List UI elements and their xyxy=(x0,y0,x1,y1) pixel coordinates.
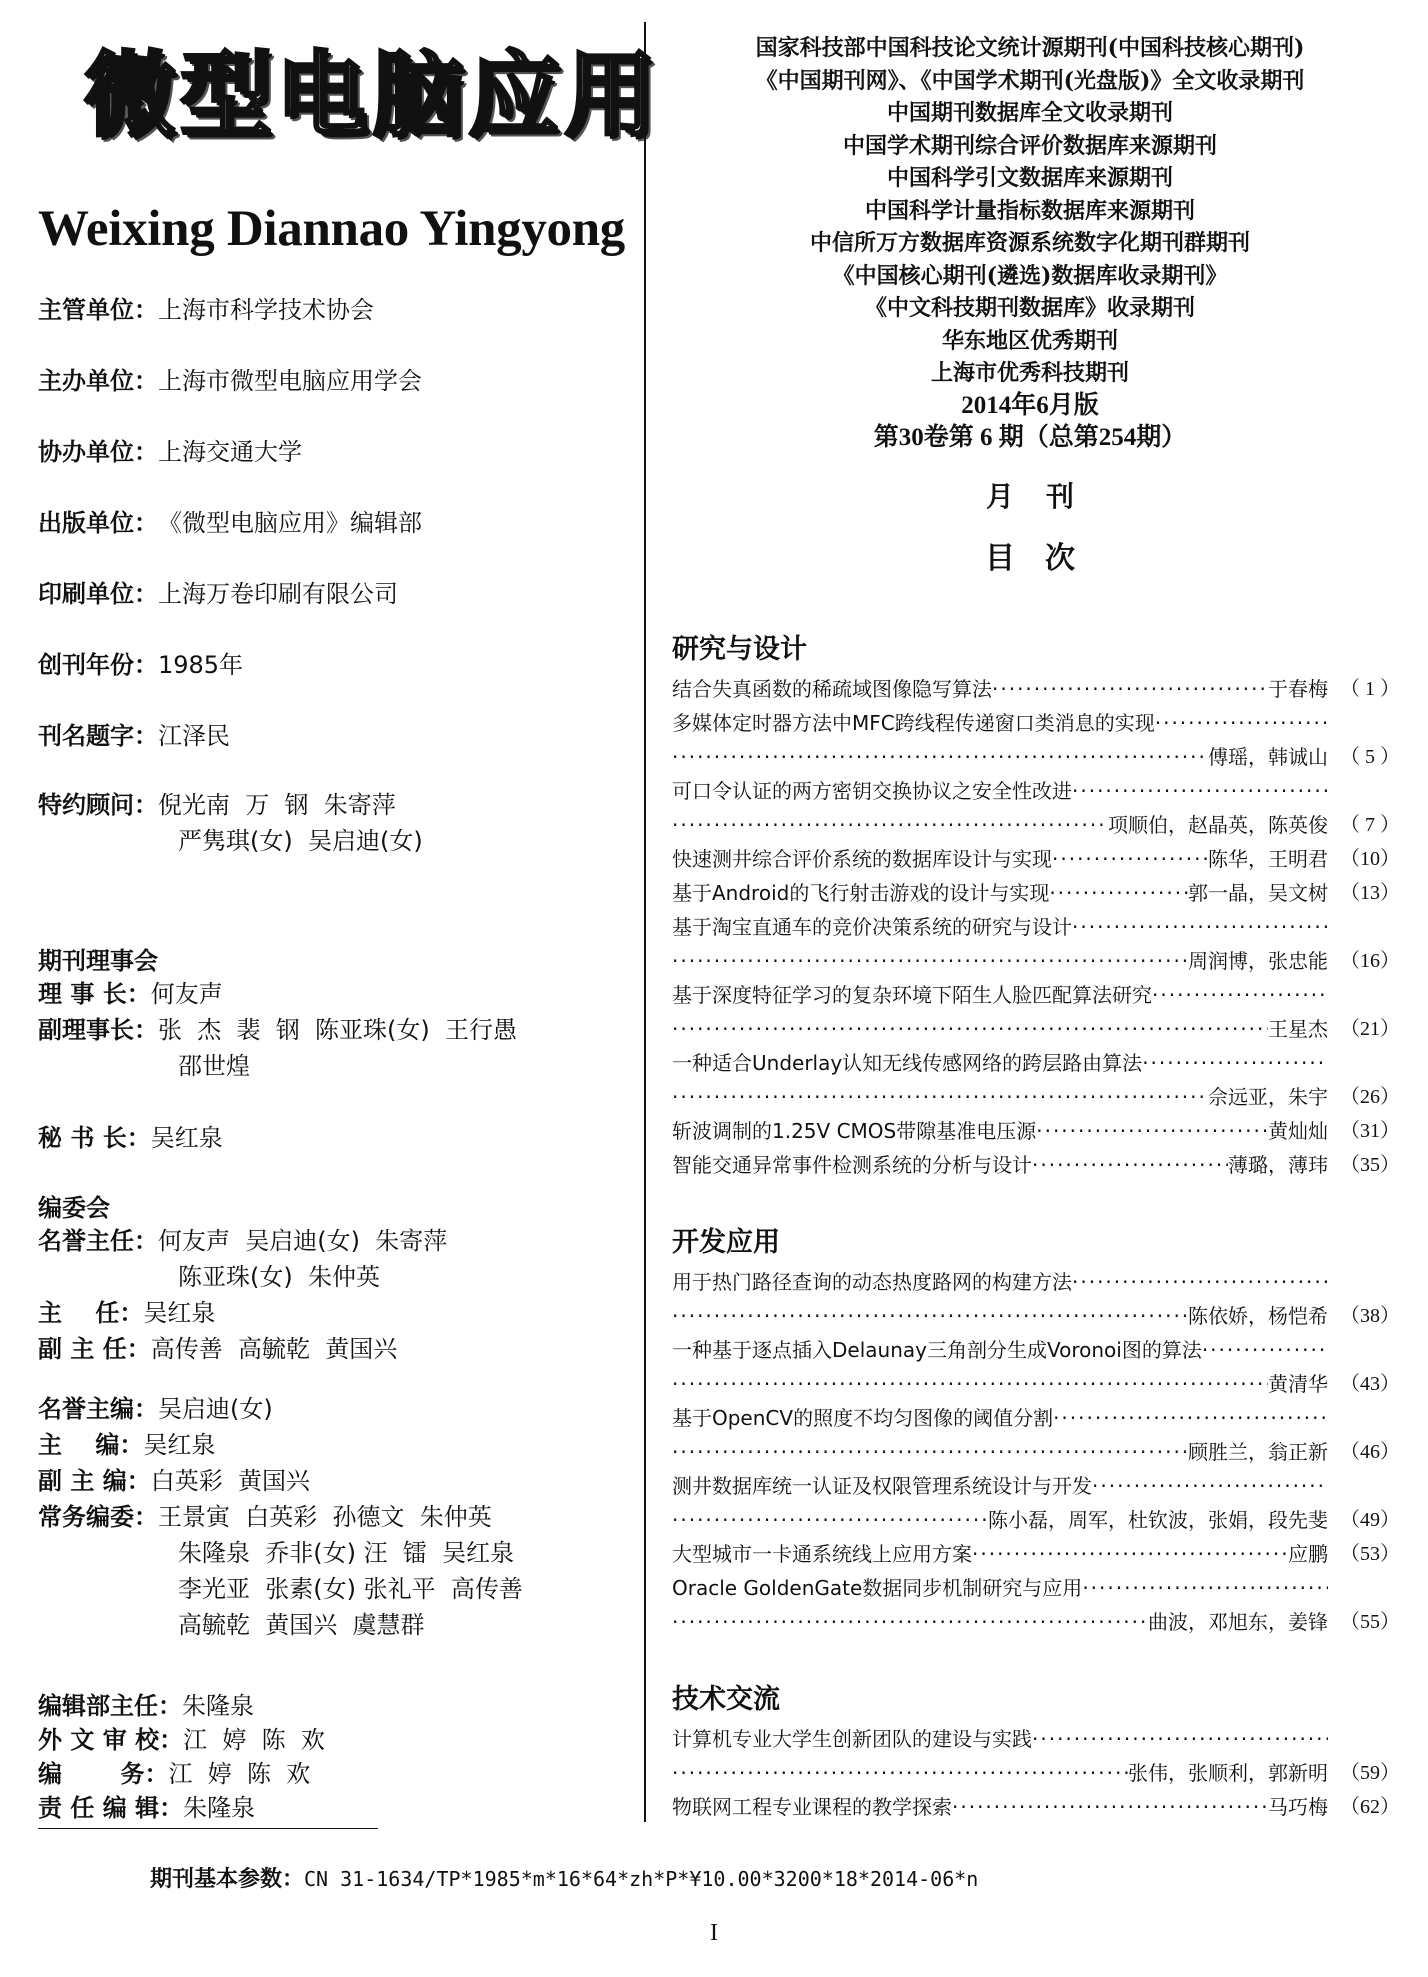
article-page: （21） xyxy=(1340,1017,1400,1040)
article-page: （59） xyxy=(1340,1761,1400,1784)
leader-dots xyxy=(672,1605,1148,1639)
article-page: （16） xyxy=(1340,949,1400,972)
leader-dots xyxy=(1052,842,1208,876)
article-authors: 陈依娇，杨恺希 xyxy=(1188,1303,1328,1328)
article-title: 基于OpenCV的照度不均匀图像的阈值分割 xyxy=(672,1405,1054,1430)
toc-entry[interactable] xyxy=(660,1401,1400,1469)
article-title: 智能交通异常事件检测系统的分析与设计 xyxy=(672,1152,1032,1177)
article-page: （46） xyxy=(1340,1440,1400,1463)
article-title: 一种适合Underlay认知无线传感网络的跨层路由算法 xyxy=(672,1050,1143,1075)
parameters-value: CN 31-1634/TP*1985*m*16*64*zh*P*¥10.00*3200*18*2014-06*n xyxy=(304,1867,979,1891)
article-authors: 佘远亚，朱宇 xyxy=(1208,1084,1328,1109)
article-title: 计算机专业大学生创新团队的建设与实践 xyxy=(672,1726,1032,1751)
article-title: 基于Android的飞行射击游戏的设计与实现 xyxy=(672,880,1050,905)
leader-dots xyxy=(672,1012,1268,1046)
article-authors: 项顺伯，赵晶英，陈英俊 xyxy=(1108,812,1328,837)
toc-entry[interactable] xyxy=(660,910,1400,978)
section-title: 研究与设计 xyxy=(672,633,807,665)
article-page: （35） xyxy=(1340,1153,1400,1176)
article-authors: 陈小磊，周军，杜钦波，张娟，段先斐 xyxy=(988,1507,1328,1532)
article-authors: 曲波，邓旭东，姜锋 xyxy=(1148,1609,1328,1634)
info-row-publisher: 出版单位： 《微型电脑应用》编辑部 xyxy=(38,509,422,537)
toc-entry[interactable] xyxy=(660,1790,1400,1824)
leader-dots xyxy=(1152,978,1328,1012)
publisher-info xyxy=(38,290,638,787)
toc-entry[interactable] xyxy=(660,842,1400,876)
article-title: Oracle GoldenGate数据同步机制研究与应用 xyxy=(672,1575,1083,1600)
article-authors: 黄清华 xyxy=(1268,1371,1328,1396)
indexing-line: 华东地区优秀期刊 xyxy=(941,327,1118,354)
leader-dots xyxy=(1082,1571,1328,1605)
info-row-printer: 印刷单位： 上海万卷印刷有限公司 xyxy=(38,580,398,608)
section-title: 技术交流 xyxy=(672,1683,780,1715)
journal-parameters xyxy=(150,1862,978,1893)
leader-dots xyxy=(672,1435,1188,1469)
toc-entry[interactable] xyxy=(660,1114,1400,1148)
article-title: 基于深度特征学习的复杂环境下陌生人脸匹配算法研究 xyxy=(672,982,1152,1007)
article-page: （55） xyxy=(1340,1610,1400,1633)
info-row-founded: 创刊年份： 1985年 xyxy=(38,651,244,679)
leader-dots xyxy=(1092,1469,1328,1503)
article-page: （53） xyxy=(1340,1542,1400,1565)
indexing-line: 中信所万方数据库资源系统数字化期刊群期刊 xyxy=(809,230,1250,256)
toc-entry[interactable] xyxy=(660,1333,1400,1401)
leader-dots xyxy=(1032,1148,1228,1182)
toc-entry[interactable] xyxy=(660,1571,1400,1639)
leader-dots xyxy=(672,1503,988,1537)
indexing-line: 《中国期刊网》、《中国学术期刊(光盘版)》全文收录期刊 xyxy=(755,67,1305,94)
leader-dots xyxy=(1049,876,1188,910)
article-page: （49） xyxy=(1340,1508,1400,1531)
indexing-line: 中国科学引文数据库来源期刊 xyxy=(886,165,1173,191)
article-page: （31） xyxy=(1340,1119,1400,1142)
article-title: 基于淘宝直通车的竞价决策系统的研究与设计 xyxy=(672,914,1072,939)
indexing-line: 国家科技部中国科技论文统计源期刊(中国科技核心期刊) xyxy=(755,35,1305,61)
special-advisors: 特约顾问： 倪光南 万 钢 朱寄萍 严隽琪(女) 吴启迪(女) xyxy=(38,791,423,855)
article-authors: 马巧梅 xyxy=(1268,1794,1328,1819)
leader-dots xyxy=(1072,1265,1328,1299)
article-authors: 黄灿灿 xyxy=(1268,1118,1328,1143)
table-of-contents xyxy=(660,627,1400,1824)
article-authors: 傅瑶，韩诚山 xyxy=(1208,744,1328,769)
leader-dots xyxy=(672,1756,1128,1790)
indexing-line: 《中国核心期刊(遴选)数据库收录期刊》 xyxy=(832,262,1228,289)
article-page: （ 5 ） xyxy=(1340,745,1400,768)
page-number: I xyxy=(710,1920,718,1946)
indexing-line: 中国学术期刊综合评价数据库来源期刊 xyxy=(842,132,1217,159)
toc-entry[interactable] xyxy=(660,706,1400,774)
article-authors: 郭一晶，吴文树 xyxy=(1188,880,1328,905)
article-page: （43） xyxy=(1340,1372,1400,1395)
article-title: 快速测井综合评价系统的数据库设计与实现 xyxy=(672,846,1052,871)
leader-dots xyxy=(1053,1401,1328,1435)
article-page: （10） xyxy=(1340,847,1400,870)
info-row-supervisor: 主管单位： 上海市科学技术协会 xyxy=(38,296,374,324)
indexing-line: 中国期刊数据库全文收录期刊 xyxy=(886,100,1173,126)
editorial-office: 编辑部主任： 朱隆泉 外 文 审 校： 江 婷 陈 欢 编 务： 江 婷 陈 欢 责 任 编 辑： 朱隆泉 xyxy=(38,1692,325,1822)
article-authors: 周润博，张忠能 xyxy=(1188,948,1328,973)
article-page: （ 7 ） xyxy=(1340,813,1400,836)
council-heading: 期刊理事会 xyxy=(38,947,158,975)
toc-entry[interactable] xyxy=(660,774,1400,842)
article-title: 大型城市一卡通系统线上应用方案 xyxy=(672,1541,972,1566)
article-authors: 张伟，张顺利，郭新明 xyxy=(1128,1760,1328,1785)
article-title: 可口令认证的两方密钥交换协议之安全性改进 xyxy=(672,778,1072,803)
section-title: 开发应用 xyxy=(672,1226,780,1258)
article-title: 斩波调制的1.25V CMOS带隙基准电压源 xyxy=(672,1118,1037,1143)
leader-dots xyxy=(1072,910,1328,944)
journal-title-cn: 微型电脑应用 xyxy=(84,42,661,149)
leader-dots xyxy=(1202,1333,1328,1367)
leader-dots xyxy=(1142,1046,1328,1080)
article-page: （26） xyxy=(1340,1085,1400,1108)
article-title: 用于热门路径查询的动态热度路网的构建方法 xyxy=(672,1269,1072,1294)
toc-title: 目次 xyxy=(985,540,1105,576)
leader-dots xyxy=(672,944,1188,978)
leader-dots xyxy=(952,1790,1268,1824)
article-title: 物联网工程专业课程的教学探索 xyxy=(672,1794,952,1819)
article-title: 结合失真函数的稀疏域图像隐写算法 xyxy=(672,676,992,701)
article-title: 测井数据库统一认证及权限管理系统设计与开发 xyxy=(672,1473,1092,1498)
article-authors: 陈华，王明君 xyxy=(1208,846,1328,871)
publication-frequency: 月刊 xyxy=(985,479,1106,513)
toc-entry[interactable] xyxy=(660,1148,1400,1182)
toc-entry[interactable] xyxy=(660,876,1400,910)
issue-date: 2014年6月版 xyxy=(961,391,1099,419)
leader-dots xyxy=(1032,1722,1328,1756)
journal-title-pinyin: Weixing Diannao Yingyong xyxy=(38,201,625,257)
info-row-co-sponsor: 协办单位： 上海交通大学 xyxy=(38,438,302,466)
indexing-list xyxy=(660,32,1400,455)
leader-dots xyxy=(672,808,1108,842)
article-page: （13） xyxy=(1340,881,1400,904)
parameters-label: 期刊基本参数： xyxy=(150,1867,305,1892)
article-page: （38） xyxy=(1340,1304,1400,1327)
toc-entry[interactable] xyxy=(660,1265,1400,1333)
issue-volume: 第30卷第 6 期（总第254期） xyxy=(873,424,1187,451)
article-title: 多媒体定时器方法中MFC跨线程传递窗口类消息的实现 xyxy=(672,710,1155,735)
article-title: 一种基于逐点插入Delaunay三角剖分生成Voronoi图的算法 xyxy=(672,1337,1202,1362)
article-authors: 于春梅 xyxy=(1268,676,1328,701)
toc-entry[interactable] xyxy=(660,672,1400,706)
journal-council: 期刊理事会 理 事 长： 何友声 副理事长： 张 杰 裴 钢 陈亚珠(女) 王行愚 邵世煌 秘 书 长： 吴红泉 xyxy=(38,941,638,1156)
column-divider xyxy=(644,22,646,1822)
masthead-column xyxy=(38,36,661,1825)
footnote-rule xyxy=(38,1828,378,1829)
info-row-sponsor: 主办单位： 上海市微型电脑应用学会 xyxy=(38,367,422,395)
article-page: （62） xyxy=(1340,1795,1400,1818)
leader-dots xyxy=(672,1299,1188,1333)
indexing-line: 上海市优秀科技期刊 xyxy=(930,360,1129,386)
indexing-line: 中国科学计量指标数据库来源期刊 xyxy=(864,197,1195,224)
leader-dots xyxy=(672,1367,1268,1401)
article-authors: 薄璐，薄玮 xyxy=(1228,1152,1328,1177)
toc-entry[interactable] xyxy=(660,1469,1400,1537)
info-row-calligraphy: 刊名题字： 江泽民 xyxy=(38,722,230,750)
leader-dots xyxy=(1036,1114,1268,1148)
editorial-heading: 编委会 xyxy=(38,1194,110,1222)
leader-dots xyxy=(992,672,1268,706)
editorial-board: 编委会 名誉主任： 何友声 吴启迪(女) 朱寄萍 陈亚珠(女) 朱仲英 主 任： 吴红泉 副 主 任： 高传善 高毓乾 黄国兴 名誉主编： 吴启迪(女) 主 编： 吴红泉 副 主 编： 白英彩 黄国兴 常务编委： 王景寅 白英彩 孙德文 朱仲英 朱隆泉 乔非(女) 汪 镭 吴红泉 李光亚 张素(女) 张礼平 高传善 高毓乾 黄国兴 虞慧群 xyxy=(38,1188,638,1643)
toc-entry[interactable] xyxy=(660,1537,1400,1571)
indexing-line: 《中文科技期刊数据库》收录期刊 xyxy=(864,295,1195,321)
article-page: （ 1 ） xyxy=(1340,677,1400,700)
leader-dots xyxy=(672,1080,1208,1114)
leader-dots xyxy=(672,740,1208,774)
toc-entry[interactable] xyxy=(660,978,1400,1046)
article-authors: 顾胜兰，翁正新 xyxy=(1188,1439,1328,1464)
toc-entry[interactable] xyxy=(660,1046,1400,1114)
leader-dots xyxy=(1155,706,1328,740)
article-authors: 王星杰 xyxy=(1268,1016,1328,1041)
leader-dots xyxy=(1072,774,1328,808)
article-authors: 应鹏 xyxy=(1288,1541,1328,1566)
toc-entry[interactable] xyxy=(660,1722,1400,1790)
leader-dots xyxy=(972,1537,1288,1571)
contents-column xyxy=(660,32,1400,1824)
